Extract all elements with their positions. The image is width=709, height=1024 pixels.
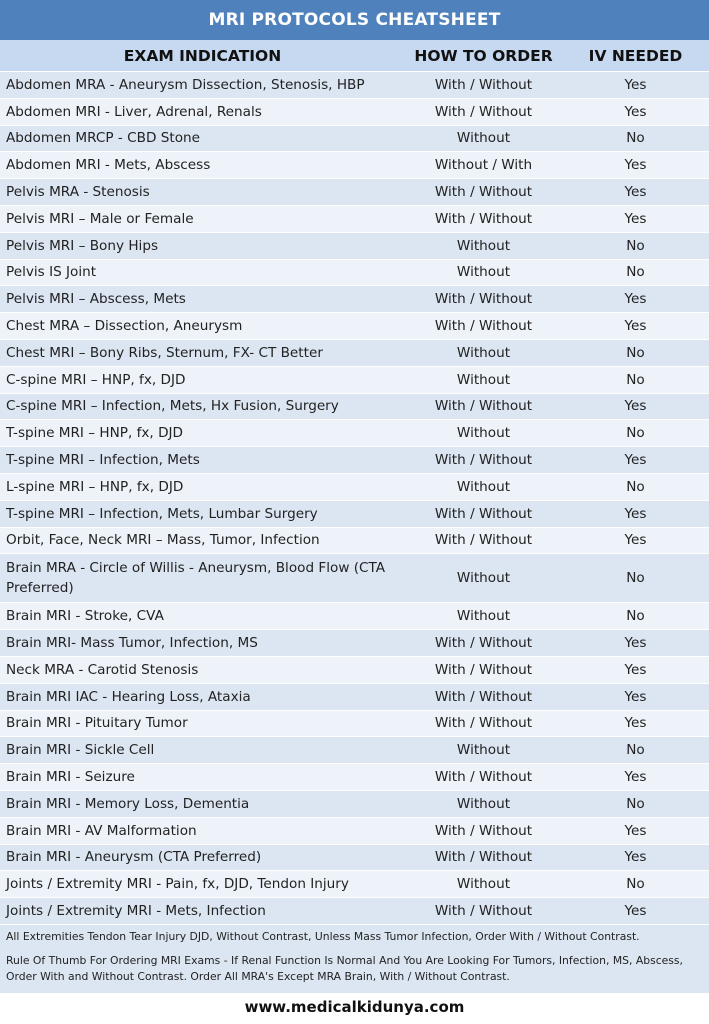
cell-iv: Yes <box>624 103 647 120</box>
cell-indication: Pelvis MRI – Abscess, Mets <box>6 291 186 308</box>
table-row <box>0 630 709 657</box>
cell-order: With / Without <box>434 505 533 522</box>
footer-website: www.medicalkidunya.com <box>0 993 709 1021</box>
cell-iv: Yes <box>624 210 647 227</box>
cell-iv: No <box>626 371 645 388</box>
cell-indication: T-spine MRI – Infection, Mets, Lumbar Surgery <box>6 505 318 522</box>
cell-order: With / Without <box>434 184 533 201</box>
cell-iv: No <box>626 876 645 893</box>
cell-indication: T-spine MRI – Infection, Mets <box>6 452 200 469</box>
cell-iv: No <box>626 425 645 442</box>
cell-order: Without <box>456 742 511 759</box>
cell-iv: Yes <box>624 184 647 201</box>
note-rule-of-thumb: Rule Of Thumb For Ordering MRI Exams - If Renal Function Is Normal And You Are Looking For Tumors, Infection, MS, Abscess, Order With and Without Contrast. Order All MRA's Except MRA Brain, With / Without Contrast. <box>0 949 709 993</box>
cell-order: Without <box>456 344 511 361</box>
cell-indication: Joints / Extremity MRI - Mets, Infection <box>6 903 266 919</box>
cell-indication: C-spine MRI – HNP, fx, DJD <box>6 371 186 388</box>
cell-iv: No <box>626 795 645 812</box>
cell-iv: No <box>626 237 645 254</box>
cell-order: With / Without <box>434 688 533 705</box>
column-header-order: HOW TO ORDER <box>414 46 553 65</box>
table-row <box>0 420 709 447</box>
cell-iv: Yes <box>624 291 647 308</box>
cell-order: With / Without <box>434 452 533 469</box>
cell-indication: Brain MRI IAC - Hearing Loss, Ataxia <box>6 688 251 705</box>
cell-indication: T-spine MRI – HNP, fx, DJD <box>6 425 184 442</box>
cell-order: Without <box>456 130 511 147</box>
cell-iv: Yes <box>624 661 647 678</box>
cell-order: With / Without <box>434 661 533 678</box>
cell-iv: Yes <box>624 688 647 705</box>
table-row <box>0 474 709 501</box>
cell-iv: Yes <box>624 903 647 919</box>
cell-order: Without / With <box>434 157 533 174</box>
cell-iv: Yes <box>624 769 647 786</box>
cell-order: With / Without <box>434 103 533 120</box>
cell-indication: Pelvis MRI – Bony Hips <box>6 237 159 254</box>
table-row <box>0 711 709 738</box>
cell-order: Without <box>456 237 511 254</box>
cell-order: Without <box>456 264 511 281</box>
cell-indication: Brain MRA - Circle of Willis - Aneurysm, Blood Flow (CTA Preferred) <box>6 560 386 597</box>
table-row <box>0 179 709 206</box>
table-row <box>0 554 709 603</box>
cell-indication: Brain MRI - Pituitary Tumor <box>6 715 188 732</box>
table-row <box>0 528 709 555</box>
cell-indication: Abdomen MRA - Aneurysm Dissection, Stenosis, HBP <box>6 76 365 93</box>
table-row <box>0 340 709 367</box>
cell-iv: No <box>626 344 645 361</box>
cell-indication: Brain MRI - Stroke, CVA <box>6 608 164 625</box>
cell-indication: Neck MRA - Carotid Stenosis <box>6 661 199 678</box>
cell-indication: Joints / Extremity MRI - Pain, fx, DJD, Tendon Injury <box>6 876 349 893</box>
cell-order: With / Without <box>434 532 533 549</box>
cell-iv: Yes <box>624 398 647 415</box>
cell-indication: Orbit, Face, Neck MRI – Mass, Tumor, Infection <box>6 532 320 549</box>
cell-indication: Brain MRI - Aneurysm (CTA Preferred) <box>6 849 262 866</box>
cell-iv: Yes <box>624 715 647 732</box>
cell-order: With / Without <box>434 635 533 652</box>
cell-indication: Brain MRI- Mass Tumor, Infection, MS <box>6 635 258 652</box>
table-row <box>0 126 709 153</box>
cell-iv: No <box>626 478 645 495</box>
table-row <box>0 684 709 711</box>
cell-iv: No <box>626 742 645 759</box>
table-row <box>0 286 709 313</box>
cell-indication: Brain MRI - Sickle Cell <box>6 742 155 759</box>
cell-iv: No <box>626 608 645 625</box>
cell-iv: Yes <box>624 532 647 549</box>
cell-order: With / Without <box>434 291 533 308</box>
cell-indication: Pelvis MRA - Stenosis <box>6 184 150 201</box>
table-row <box>0 603 709 630</box>
cell-indication: Pelvis MRI – Male or Female <box>6 210 194 227</box>
table-body <box>0 72 709 925</box>
note-extremities: All Extremities Tendon Tear Injury DJD, Without Contrast, Unless Mass Tumor Infection, Order With / Without Contrast. <box>0 925 709 949</box>
cell-order: With / Without <box>434 76 533 93</box>
cell-iv: Yes <box>624 452 647 469</box>
cell-order: With / Without <box>434 822 533 839</box>
cell-order: Without <box>456 795 511 812</box>
cell-iv: Yes <box>624 157 647 174</box>
table-row <box>0 657 709 684</box>
cell-indication: Chest MRA – Dissection, Aneurysm <box>6 318 243 335</box>
cell-iv: Yes <box>624 76 647 93</box>
table-row <box>0 447 709 474</box>
table-row <box>0 501 709 528</box>
cell-indication: Chest MRI – Bony Ribs, Sternum, FX- CT Better <box>6 344 323 361</box>
table-row <box>0 206 709 233</box>
cell-order: Without <box>456 371 511 388</box>
cell-iv: Yes <box>624 318 647 335</box>
table-row <box>0 898 709 925</box>
cell-order: Without <box>456 478 511 495</box>
cell-order: With / Without <box>434 398 533 415</box>
column-header-indication: EXAM INDICATION <box>123 46 282 65</box>
table-row <box>0 764 709 791</box>
cell-order: With / Without <box>434 849 533 866</box>
page-title: MRI PROTOCOLS CHEATSHEET <box>0 0 709 40</box>
cell-order: Without <box>456 570 511 587</box>
table-row <box>0 737 709 764</box>
table-row <box>0 367 709 394</box>
table-row <box>0 233 709 260</box>
table-row <box>0 99 709 126</box>
cell-iv: No <box>626 130 645 147</box>
cell-iv: No <box>626 264 645 281</box>
table-row <box>0 791 709 818</box>
table-row <box>0 845 709 872</box>
cell-indication: Brain MRI - Memory Loss, Dementia <box>6 795 250 812</box>
table-row <box>0 394 709 421</box>
cell-order: With / Without <box>434 903 533 919</box>
table-row <box>0 152 709 179</box>
table-row <box>0 260 709 287</box>
cell-order: With / Without <box>434 715 533 732</box>
cell-iv: Yes <box>624 822 647 839</box>
cell-indication: Brain MRI - Seizure <box>6 769 135 786</box>
table-row <box>0 313 709 340</box>
cell-order: With / Without <box>434 210 533 227</box>
cell-indication: C-spine MRI – Infection, Mets, Hx Fusion, Surgery <box>6 398 339 415</box>
table-row <box>0 818 709 845</box>
column-header-iv: IV NEEDED <box>588 46 683 65</box>
cell-indication: Abdomen MRI - Liver, Adrenal, Renals <box>6 103 262 120</box>
cell-iv: Yes <box>624 635 647 652</box>
cell-order: With / Without <box>434 769 533 786</box>
cell-order: With / Without <box>434 318 533 335</box>
cell-indication: Brain MRI - AV Malformation <box>6 822 197 839</box>
cell-indication: L-spine MRI – HNP, fx, DJD <box>6 478 184 495</box>
table-row <box>0 871 709 898</box>
cell-order: Without <box>456 876 511 893</box>
cell-indication: Abdomen MRCP - CBD Stone <box>6 130 201 147</box>
cell-order: Without <box>456 608 511 625</box>
cell-indication: Abdomen MRI - Mets, Abscess <box>6 157 211 174</box>
cell-iv: No <box>626 570 645 587</box>
cell-indication: Pelvis IS Joint <box>6 264 97 281</box>
cell-iv: Yes <box>624 505 647 522</box>
cell-iv: Yes <box>624 849 647 866</box>
table-header <box>0 40 709 72</box>
cell-order: Without <box>456 425 511 442</box>
table-row <box>0 72 709 99</box>
